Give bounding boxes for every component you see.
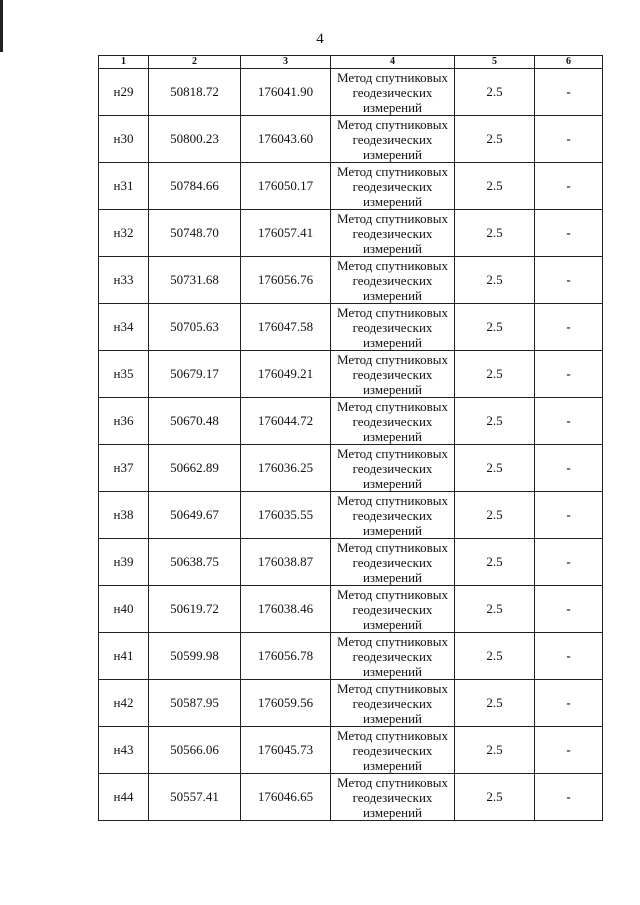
table-row (99, 69, 603, 116)
method-line: геодезических (352, 507, 433, 523)
table-body (99, 69, 603, 821)
note-cell: - (535, 774, 603, 821)
method-line: геодезических (352, 84, 433, 100)
point-id-cell: н39 (99, 539, 149, 586)
table-row (99, 727, 603, 774)
method-line: геодезических (352, 319, 433, 335)
accuracy-cell: 2.5 (455, 116, 535, 163)
note-cell: - (535, 69, 603, 116)
note-cell: - (535, 445, 603, 492)
table-header-row (99, 56, 603, 69)
method-line: Метод спутниковых (336, 680, 448, 696)
accuracy-cell: 2.5 (455, 304, 535, 351)
note-cell: - (535, 539, 603, 586)
method-cell (331, 351, 455, 398)
column-header: 1 (99, 56, 149, 69)
x-coordinate-cell: 50670.48 (149, 398, 241, 445)
method-line: измерений (362, 475, 423, 491)
point-id-cell: н31 (99, 163, 149, 210)
x-coordinate-cell: 50619.72 (149, 586, 241, 633)
method-line: Метод спутниковых (336, 727, 448, 743)
method-line: геодезических (352, 789, 433, 805)
method-cell (331, 398, 455, 445)
x-coordinate-cell: 50566.06 (149, 727, 241, 774)
note-cell: - (535, 304, 603, 351)
method-cell (331, 539, 455, 586)
method-line: измерений (362, 334, 423, 350)
x-coordinate-cell: 50679.17 (149, 351, 241, 398)
point-id-cell: н34 (99, 304, 149, 351)
point-id-cell: н44 (99, 774, 149, 821)
y-coordinate-cell: 176038.46 (241, 586, 331, 633)
table-row (99, 163, 603, 210)
note-cell: - (535, 492, 603, 539)
y-coordinate-cell: 176036.25 (241, 445, 331, 492)
point-id-cell: н42 (99, 680, 149, 727)
method-line: Метод спутниковых (336, 163, 448, 179)
method-line: геодезических (352, 742, 433, 758)
y-coordinate-cell: 176043.60 (241, 116, 331, 163)
y-coordinate-cell: 176044.72 (241, 398, 331, 445)
method-line: измерений (362, 757, 423, 773)
method-line: геодезических (352, 366, 433, 382)
method-line: Метод спутниковых (336, 351, 448, 367)
method-cell (331, 586, 455, 633)
y-coordinate-cell: 176047.58 (241, 304, 331, 351)
method-cell (331, 633, 455, 680)
note-cell: - (535, 257, 603, 304)
y-coordinate-cell: 176041.90 (241, 69, 331, 116)
y-coordinate-cell: 176057.41 (241, 210, 331, 257)
point-id-cell: н40 (99, 586, 149, 633)
method-line: Метод спутниковых (336, 398, 448, 414)
method-line: измерений (362, 428, 423, 444)
table-row (99, 398, 603, 445)
method-line: Метод спутниковых (336, 586, 448, 602)
method-cell (331, 492, 455, 539)
y-coordinate-cell: 176046.65 (241, 774, 331, 821)
point-id-cell: н32 (99, 210, 149, 257)
table-row (99, 586, 603, 633)
table-row (99, 210, 603, 257)
y-coordinate-cell: 176035.55 (241, 492, 331, 539)
method-line: Метод спутниковых (336, 210, 448, 226)
note-cell: - (535, 116, 603, 163)
x-coordinate-cell: 50557.41 (149, 774, 241, 821)
method-line: измерений (362, 287, 423, 303)
y-coordinate-cell: 176049.21 (241, 351, 331, 398)
method-line: Метод спутниковых (336, 116, 448, 132)
method-line: измерений (362, 381, 423, 397)
method-line: геодезических (352, 601, 433, 617)
point-id-cell: н33 (99, 257, 149, 304)
point-id-cell: н36 (99, 398, 149, 445)
table-row (99, 116, 603, 163)
table-row (99, 680, 603, 727)
method-line: измерений (362, 146, 423, 162)
column-header: 4 (331, 56, 455, 69)
method-line: геодезических (352, 131, 433, 147)
note-cell: - (535, 633, 603, 680)
x-coordinate-cell: 50784.66 (149, 163, 241, 210)
accuracy-cell: 2.5 (455, 257, 535, 304)
x-coordinate-cell: 50649.67 (149, 492, 241, 539)
column-header: 3 (241, 56, 331, 69)
method-cell (331, 257, 455, 304)
note-cell: - (535, 351, 603, 398)
point-id-cell: н29 (99, 69, 149, 116)
method-line: измерений (362, 193, 423, 209)
x-coordinate-cell: 50587.95 (149, 680, 241, 727)
accuracy-cell: 2.5 (455, 774, 535, 821)
y-coordinate-cell: 176045.73 (241, 727, 331, 774)
method-line: измерений (362, 99, 423, 115)
table-row (99, 492, 603, 539)
point-id-cell: н43 (99, 727, 149, 774)
page-number: 4 (316, 31, 324, 47)
method-line: измерений (362, 240, 423, 256)
point-id-cell: н41 (99, 633, 149, 680)
table-row (99, 539, 603, 586)
accuracy-cell: 2.5 (455, 445, 535, 492)
coordinates-table (98, 55, 603, 821)
method-line: Метод спутниковых (336, 539, 448, 555)
method-line: измерений (362, 710, 423, 726)
x-coordinate-cell: 50705.63 (149, 304, 241, 351)
accuracy-cell: 2.5 (455, 398, 535, 445)
table-row (99, 351, 603, 398)
y-coordinate-cell: 176059.56 (241, 680, 331, 727)
table-row (99, 633, 603, 680)
method-cell (331, 304, 455, 351)
method-cell (331, 680, 455, 727)
column-header: 6 (535, 56, 603, 69)
method-line: Метод спутниковых (336, 69, 448, 85)
method-cell (331, 210, 455, 257)
y-coordinate-cell: 176056.78 (241, 633, 331, 680)
point-id-cell: н30 (99, 116, 149, 163)
method-cell (331, 727, 455, 774)
y-coordinate-cell: 176050.17 (241, 163, 331, 210)
method-line: геодезических (352, 695, 433, 711)
method-line: геодезических (352, 178, 433, 194)
method-line: измерений (362, 569, 423, 585)
accuracy-cell: 2.5 (455, 210, 535, 257)
x-coordinate-cell: 50800.23 (149, 116, 241, 163)
accuracy-cell: 2.5 (455, 351, 535, 398)
accuracy-cell: 2.5 (455, 69, 535, 116)
method-line: геодезических (352, 272, 433, 288)
x-coordinate-cell: 50662.89 (149, 445, 241, 492)
column-header: 5 (455, 56, 535, 69)
point-id-cell: н37 (99, 445, 149, 492)
method-line: геодезических (352, 413, 433, 429)
method-line: измерений (362, 663, 423, 679)
note-cell: - (535, 680, 603, 727)
accuracy-cell: 2.5 (455, 163, 535, 210)
x-coordinate-cell: 50818.72 (149, 69, 241, 116)
table-row (99, 774, 603, 821)
accuracy-cell: 2.5 (455, 586, 535, 633)
method-cell (331, 445, 455, 492)
method-line: геодезических (352, 460, 433, 476)
note-cell: - (535, 727, 603, 774)
accuracy-cell: 2.5 (455, 492, 535, 539)
method-line: измерений (362, 616, 423, 632)
table-row (99, 257, 603, 304)
method-line: геодезических (352, 225, 433, 241)
method-line: измерений (362, 804, 423, 820)
note-cell: - (535, 210, 603, 257)
method-line: Метод спутниковых (336, 774, 448, 790)
note-cell: - (535, 398, 603, 445)
y-coordinate-cell: 176038.87 (241, 539, 331, 586)
method-cell (331, 774, 455, 821)
table-row (99, 445, 603, 492)
method-line: Метод спутниковых (336, 304, 448, 320)
method-line: Метод спутниковых (336, 633, 448, 649)
method-cell (331, 163, 455, 210)
method-line: измерений (362, 522, 423, 538)
method-line: геодезических (352, 648, 433, 664)
note-cell: - (535, 163, 603, 210)
method-cell (331, 116, 455, 163)
method-line: Метод спутниковых (336, 257, 448, 273)
table-row (99, 304, 603, 351)
method-line: Метод спутниковых (336, 492, 448, 508)
note-cell: - (535, 586, 603, 633)
accuracy-cell: 2.5 (455, 680, 535, 727)
point-id-cell: н35 (99, 351, 149, 398)
x-coordinate-cell: 50748.70 (149, 210, 241, 257)
x-coordinate-cell: 50638.75 (149, 539, 241, 586)
point-id-cell: н38 (99, 492, 149, 539)
column-header: 2 (149, 56, 241, 69)
y-coordinate-cell: 176056.76 (241, 257, 331, 304)
method-line: геодезических (352, 554, 433, 570)
accuracy-cell: 2.5 (455, 727, 535, 774)
method-cell (331, 69, 455, 116)
method-line: Метод спутниковых (336, 445, 448, 461)
accuracy-cell: 2.5 (455, 539, 535, 586)
accuracy-cell: 2.5 (455, 633, 535, 680)
x-coordinate-cell: 50731.68 (149, 257, 241, 304)
x-coordinate-cell: 50599.98 (149, 633, 241, 680)
